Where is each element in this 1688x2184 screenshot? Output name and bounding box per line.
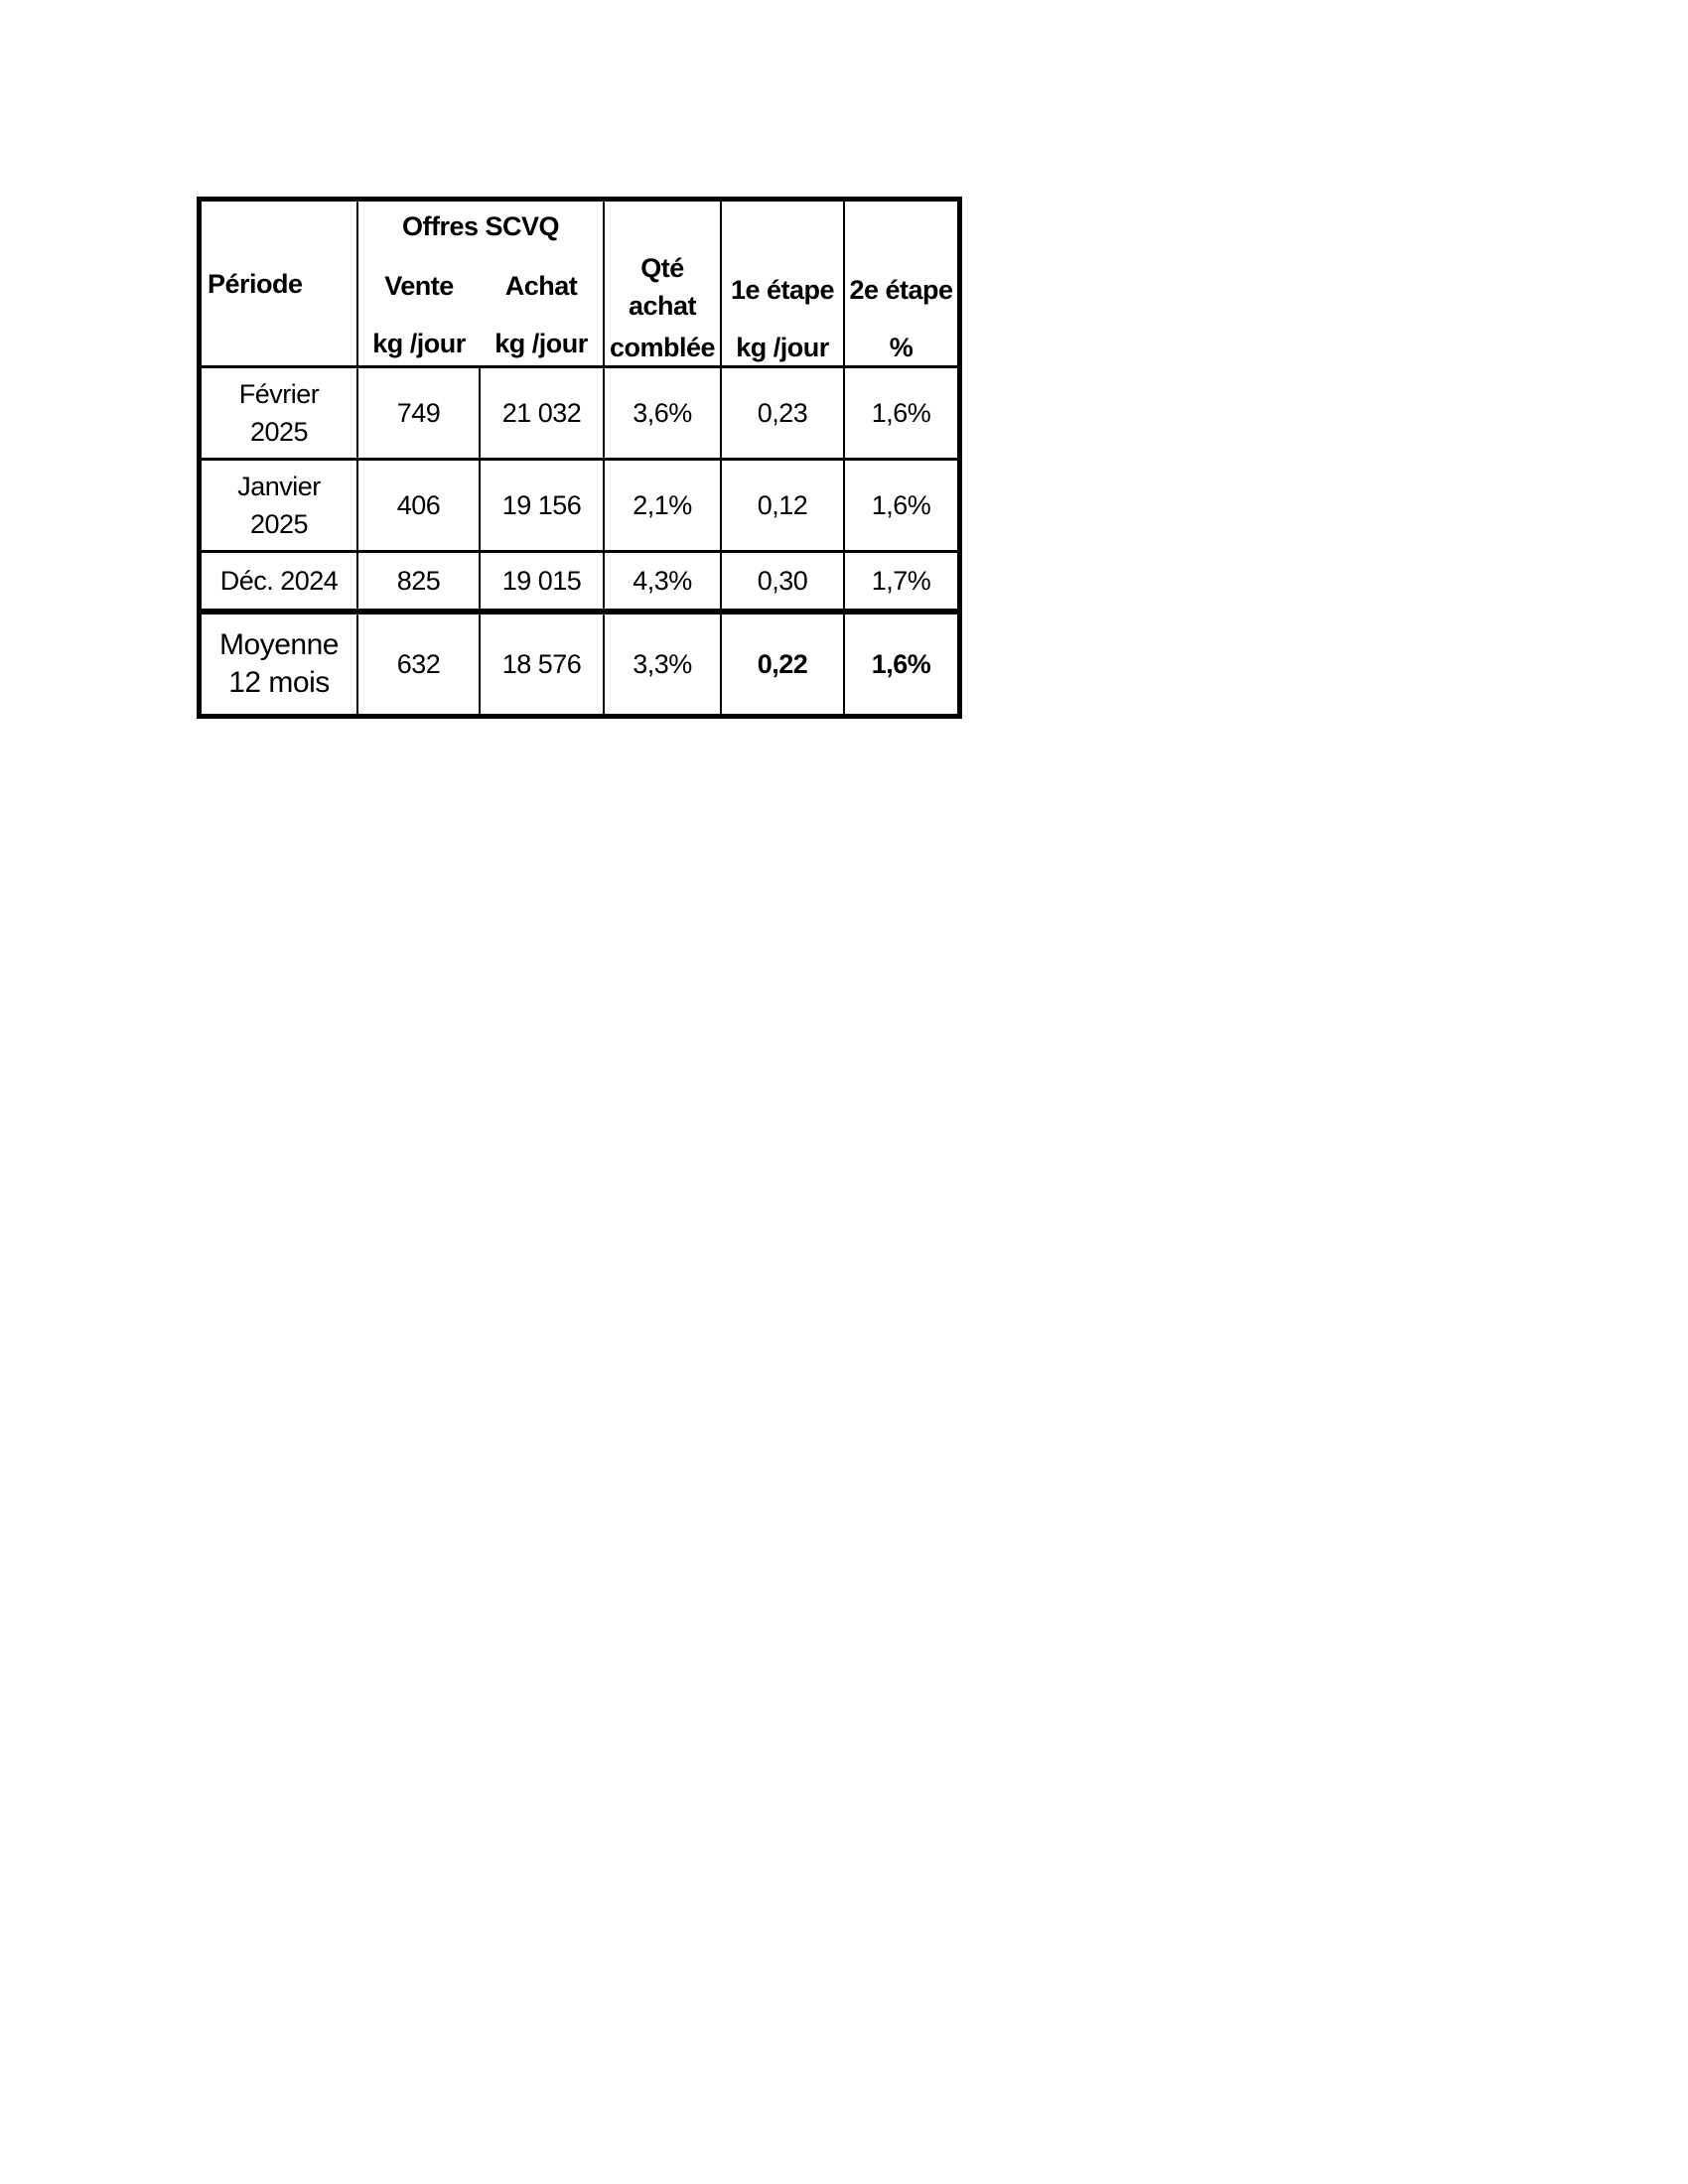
cell-achat: 18 576 [481, 614, 605, 714]
cell-etape2: 1,7% [871, 566, 931, 596]
periode-line2: 12 mois [228, 666, 330, 699]
header-etape1-label: 1e étape [730, 275, 835, 305]
data-table [197, 197, 962, 719]
periode-line2: 2025 [249, 509, 309, 539]
table-row [202, 553, 957, 614]
header-periode: Période [202, 202, 358, 365]
header-qte-line1: Qté [640, 253, 684, 283]
periode-line1: Février [238, 379, 320, 409]
cell-vente: 825 [358, 553, 481, 609]
cell-achat: 21 032 [481, 368, 605, 458]
cell-periode: Déc. 2024 [202, 553, 358, 609]
table-header [202, 202, 957, 368]
header-achat: Achat [504, 271, 578, 301]
cell-qte: 4,3% [605, 553, 722, 609]
cell-etape2: 1,6% [871, 649, 931, 679]
table-row [202, 461, 957, 553]
cell-etape1: 0,30 [722, 553, 845, 609]
header-vente-unit: kg /jour [372, 329, 466, 358]
cell-vente: 749 [358, 368, 481, 458]
header-etape2 [845, 202, 957, 365]
cell-etape1: 0,22 [722, 614, 845, 714]
cell-periode [202, 461, 358, 550]
cell-etape2: 1,6% [871, 490, 931, 520]
cell-etape1: 0,23 [722, 368, 845, 458]
header-qte [605, 202, 722, 365]
cell-qte: 3,6% [605, 368, 722, 458]
header-etape2-unit: % [889, 333, 914, 362]
cell-periode [202, 614, 358, 714]
cell-achat: 19 015 [481, 553, 605, 609]
cell-achat: 19 156 [481, 461, 605, 550]
header-qte-line3: comblée [609, 333, 716, 362]
cell-etape2: 1,6% [871, 398, 931, 428]
cell-etape1: 0,12 [722, 461, 845, 550]
header-etape1-unit: kg /jour [736, 333, 829, 362]
header-qte-line2: achat [628, 291, 697, 321]
header-achat-unit: kg /jour [494, 329, 588, 358]
cell-qte: 3,3% [605, 614, 722, 714]
table-row [202, 368, 957, 461]
cell-periode [202, 368, 358, 458]
header-vente: Vente [384, 271, 454, 301]
header-etape1 [722, 202, 845, 365]
cell-vente: 406 [358, 461, 481, 550]
header-offres-scvq: Offres SCVQ [401, 211, 560, 241]
periode-line1: Janvier [237, 472, 321, 501]
header-offres-group [358, 202, 605, 365]
table-row-average [202, 614, 957, 714]
cell-qte: 2,1% [605, 461, 722, 550]
periode-line1: Moyenne [219, 628, 339, 661]
periode-line2: 2025 [249, 417, 309, 447]
cell-vente: 632 [358, 614, 481, 714]
header-etape2-label: 2e étape [849, 275, 953, 305]
